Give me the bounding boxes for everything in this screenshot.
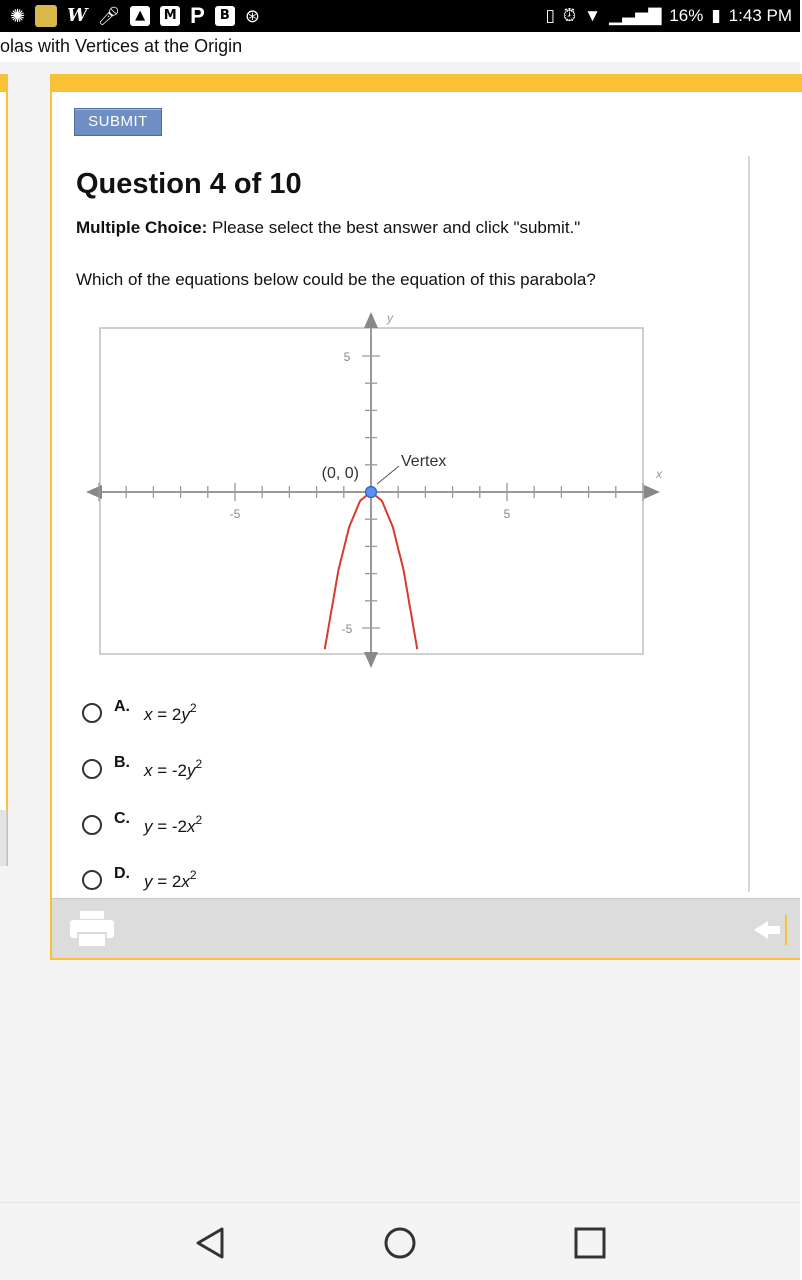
vertex-label: Vertex: [401, 453, 447, 470]
choice-letter: A.: [114, 698, 130, 715]
clock: 1:43 PM: [728, 6, 792, 25]
choice-letter: B.: [114, 754, 130, 771]
status-bar: [0, 0, 800, 32]
y-axis-arrow-down: [364, 652, 378, 668]
p-app-icon: P: [190, 3, 205, 28]
print-icon[interactable]: [70, 911, 114, 947]
choice-letter: C.: [114, 810, 130, 827]
vibrate-icon: ▯: [545, 6, 555, 25]
wifi-icon: ▼: [584, 6, 601, 25]
choice-a[interactable]: [82, 698, 197, 728]
instructions-text: Please select the best answer and click "submit.": [207, 218, 581, 237]
signal-hub-icon: ⊛: [244, 6, 260, 26]
y-tick-label: 5: [343, 350, 351, 364]
left-panel-edge: [0, 74, 8, 866]
instructions-label: Multiple Choice:: [76, 218, 208, 237]
avatar-app-icon: [35, 5, 57, 27]
radio-button[interactable]: [82, 703, 102, 723]
x-axis-arrow-right: [644, 485, 660, 499]
alarm-icon: ⏰︎: [562, 6, 577, 25]
vinyl-icon: ✺: [10, 6, 26, 26]
system-icons: [546, 4, 792, 28]
back-triangle-icon[interactable]: [190, 1225, 230, 1261]
battery-icon: ▮: [711, 6, 721, 25]
radio-button[interactable]: [82, 815, 102, 835]
choice-letter: D.: [114, 865, 130, 882]
x-tick-label: 5: [503, 507, 511, 521]
recents-square-icon[interactable]: [570, 1225, 610, 1261]
vertex-coord-label: (0, 0): [321, 465, 359, 482]
page-title: olas with Vertices at the Origin: [0, 32, 800, 62]
b-app-icon: B: [215, 6, 235, 26]
image-icon: ▲: [130, 6, 150, 26]
question-prompt: Which of the equations below could be the equation of this parabola?: [76, 270, 596, 289]
w-app-icon: W: [67, 5, 88, 26]
back-arrow-icon[interactable]: [752, 915, 788, 945]
radio-button[interactable]: [82, 870, 102, 890]
notification-icons: [10, 4, 260, 28]
x-tick-label: -5: [229, 507, 241, 521]
lesson-toolbar: [52, 898, 800, 958]
choice-equation: $x = -2y^2$: [144, 757, 203, 780]
x-axis-label: x: [656, 467, 662, 481]
battery-percent: 16%: [669, 6, 704, 25]
gmail-icon: M: [160, 6, 180, 26]
choice-equation: $y = 2x^2$: [144, 868, 197, 891]
android-nav-bar: [0, 1202, 800, 1280]
radio-button[interactable]: [82, 759, 102, 779]
y-axis-label: y: [387, 311, 393, 325]
choice-equation: $y = -2x^2$: [144, 813, 203, 836]
submit-button[interactable]: SUBMIT: [74, 108, 162, 136]
vertex-point: [366, 487, 377, 498]
card-divider: [748, 156, 750, 892]
left-panel-tab[interactable]: [0, 810, 7, 866]
choice-equation: $x = 2y^2$: [144, 701, 197, 724]
instructions: [76, 218, 580, 238]
question-title: Question 4 of 10: [76, 168, 302, 200]
y-tick-label: -5: [341, 622, 353, 636]
card-header-strip: [52, 74, 802, 92]
choice-b[interactable]: [82, 754, 202, 784]
question-card: [50, 74, 800, 960]
microphone-icon: 🎤︎: [97, 6, 121, 26]
y-axis-arrow-up: [364, 312, 378, 328]
cell-signal-icon: ▁▃▅▇: [609, 6, 662, 25]
parabola-graph: [80, 310, 662, 670]
choice-d[interactable]: [82, 865, 197, 895]
choice-c[interactable]: [82, 810, 202, 840]
home-circle-icon[interactable]: [380, 1225, 420, 1261]
